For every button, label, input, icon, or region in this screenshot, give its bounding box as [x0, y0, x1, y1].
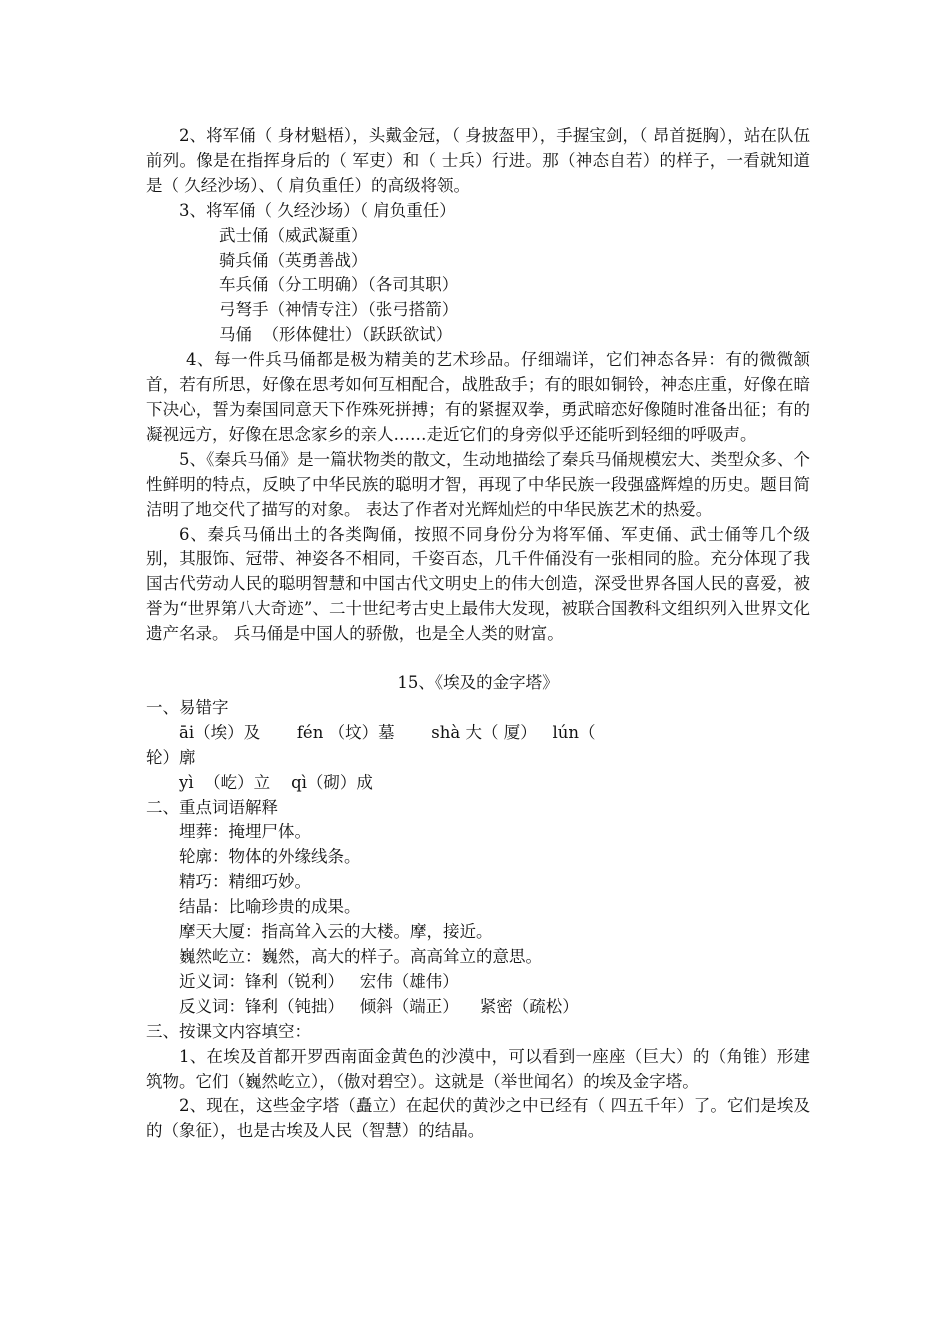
- antonyms-line: 反义词：锋利（钝拙） 倾斜（端正） 紧密（疏松）: [179, 996, 579, 1016]
- paragraph-general-figure: 2、将军俑（ 身材魁梧），头戴金冠，（ 身披盔甲），手握宝剑，（ 昂首挺胸），站在队伍前列。像是在指挥身后的（ 军吏）和（ 士兵）行进。那（神态自若）的样子，一看就知道是（ 久经沙场）、（ 肩负重任）的高级将领。: [146, 126, 810, 195]
- figure-list-item: 弓弩手（神情专注）（张弓搭箭）: [219, 300, 459, 320]
- fill-in-item: 2、现在，这些金字塔（矗立）在起伏的黄沙之中已经有（ 四五千年）了。它们是埃及的（象征），也是古埃及人民（智慧）的结晶。: [146, 1096, 810, 1141]
- paragraph-figure-list-head: 3、将军俑（ 久经沙场）（ 肩负重任）: [179, 200, 456, 220]
- section-heading-fill-in: 三、按课文内容填空：: [146, 1021, 311, 1041]
- vocabulary-item: 轮廓：物体的外缘线条。: [179, 847, 361, 867]
- pinyin-line-continued: 轮）廓: [146, 747, 196, 767]
- pinyin-line: yì （屹）立 qì（砌）成: [179, 772, 373, 792]
- section-heading-vocabulary: 二、重点词语解释: [146, 797, 278, 817]
- paragraph-summary: 5、《秦兵马俑》是一篇状物类的散文，生动地描绘了秦兵马俑规模宏大、类型众多、个性鲜明的特点，反映了中华民族的聪明才智，再现了中华民族一段强盛辉煌的历史。题目简洁明了地交代了描写的对象。 表达了作者对光辉灿烂的中华民族艺术的热爱。: [146, 449, 810, 519]
- vocabulary-item: 巍然屹立：巍然，高大的样子。高高耸立的意思。: [179, 947, 542, 966]
- vocabulary-item: 埋葬：掩埋尸体。: [179, 822, 311, 842]
- vocabulary-item: 精巧：精细巧妙。: [179, 872, 311, 892]
- figure-list-item: 马俑 （形体健壮）（跃跃欲试）: [219, 325, 453, 345]
- pinyin-line: āi（埃）及 fén （坟）墓 shà 大（ 厦） lún（: [179, 722, 596, 742]
- document-page: [146, 124, 810, 1144]
- figure-list-item: 车兵俑（分工明确）（各司其职）: [219, 275, 459, 295]
- figure-list-item: 武士俑（威武凝重）: [219, 225, 368, 245]
- figure-list-item: 骑兵俑（英勇善战）: [219, 250, 368, 270]
- lesson-title: 15、《埃及的金字塔》: [397, 673, 559, 693]
- vocabulary-item: 摩天大厦：指高耸入云的大楼。摩，接近。: [179, 922, 493, 942]
- section-heading-typos: 一、易错字: [146, 697, 229, 717]
- paragraph-art-treasure: 4、每一件兵马俑都是极为精美的艺术珍品。仔细端详，它们神态各异：有的微微颔首，若有所思，好像在思考如何互相配合，战胜敌手；有的眼如铜铃，神态庄重，好像在暗下决心，誓为秦国同意天下作殊死拼搏；有的紧握双拳，勇武暗恋好像随时准备出征；有的凝视远方，好像在思念家乡的亲人……走近它们的身旁似乎还能听到轻细的呼吸声。: [146, 350, 810, 444]
- vocabulary-item: 结晶：比喻珍贵的成果。: [179, 897, 361, 917]
- synonyms-line: 近义词：锋利（锐利） 宏伟（雄伟）: [179, 971, 459, 991]
- fill-in-item: 1、在埃及首都开罗西南面金黄色的沙漠中，可以看到一座座（巨大）的（角锥）形建筑物。它们（巍然屹立），（傲对碧空）。这就是（举世闻名）的埃及金字塔。: [146, 1046, 810, 1091]
- paragraph-terracotta-ranks: 6、秦兵马俑出土的各类陶俑，按照不同身份分为将军俑、军吏俑、武士俑等几个级别，其服饰、冠带、神姿各不相同，千姿百态，几千件俑没有一张相同的脸。充分体现了我国古代劳动人民的聪明智慧和中国古代文明史上的伟大创造，深受世界各国人民的喜爱，被誉为“世界第八大奇迹”、二十世纪考古史上最伟大发现，被联合国教科文组织列入世界文化遗产名录。 兵马俑是中国人的骄傲，也是全人类的财富。: [146, 524, 810, 644]
